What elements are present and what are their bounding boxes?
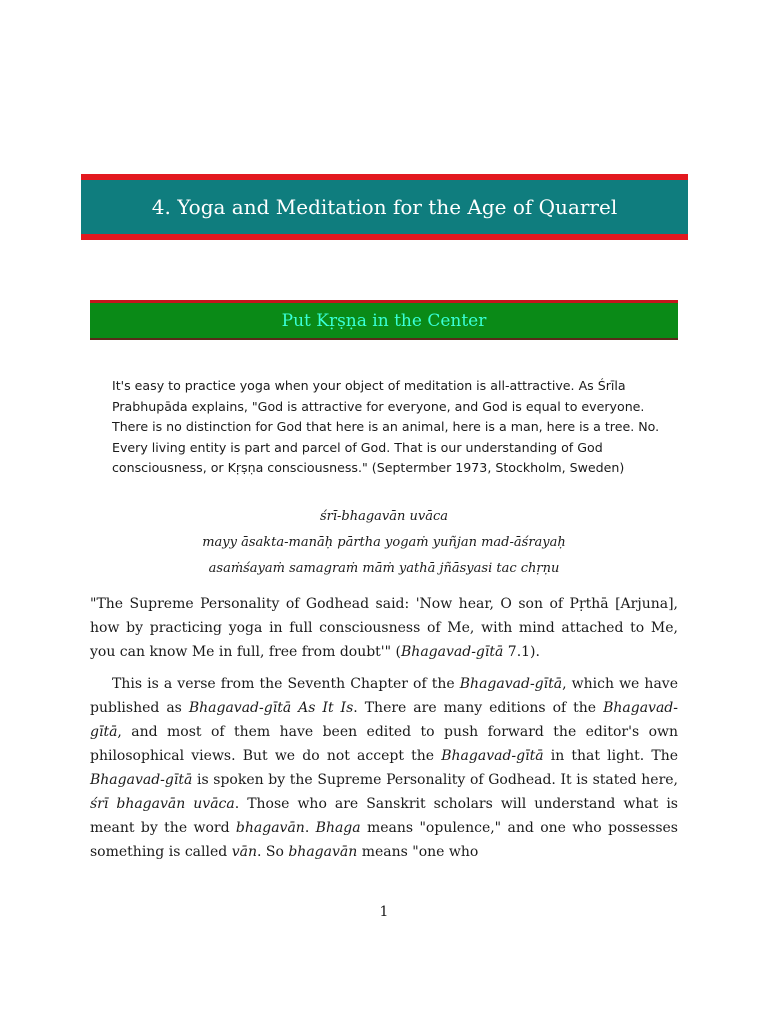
text-run: This is a verse from the Seventh Chapter of the	[112, 676, 460, 692]
text-run: , which we have published as	[90, 676, 678, 716]
body-text	[90, 592, 678, 872]
text-run: in that light. The	[543, 748, 678, 764]
intro-quote: It's easy to practice yoga when your object of meditation is all-attractive. As Śrīla Prabhupāda explains, "God is attractive for everyone, and God is equal to everyone. There is no distinction for God that here is an animal, here is a man, here is a tree. No. Every living entity is part and parcel of God. That is our understanding of God consciousness, or Kṛṣṇa consciousness." (Septermber 1973, Stockholm, Sweden)	[112, 378, 660, 475]
chapter-banner	[81, 174, 688, 240]
text-run: .	[304, 820, 316, 836]
section-banner	[90, 300, 678, 340]
translation-ref-title: Bhagavad-gītā	[401, 644, 504, 660]
italic-run: Bhagavad-gītā	[90, 700, 678, 740]
verse-line-1: śrī-bhagavān uvāca	[319, 509, 449, 524]
italic-run: bhagavān	[288, 844, 358, 860]
section-title: Put Kṛṣṇa in the Center	[281, 310, 487, 331]
purport-paragraph	[90, 672, 678, 864]
italic-run: vān	[231, 844, 257, 860]
sanskrit-verse	[90, 504, 678, 582]
translation-ref-tail: 7.1).	[503, 644, 540, 660]
italic-run: Bhagavad-gītā	[90, 772, 193, 788]
chapter-title: 4. Yoga and Meditation for the Age of Quarrel	[151, 195, 618, 219]
text-run: means "opulence," and one who possesses something is called	[90, 820, 678, 860]
verse-line-2: mayy āsakta-manāḥ pārtha yogaṁ yuñjan mad-āśrayaḥ	[202, 535, 566, 550]
translation-paragraph	[90, 592, 678, 664]
italic-run: Bhagavad-gītā	[459, 676, 563, 692]
page-number: 1	[379, 904, 389, 920]
italic-run: śrī bhagavān uvāca	[90, 796, 235, 812]
verse-line-3: asaṁśayaṁ samagraṁ māṁ yathā jñāsyasi tac chṛṇu	[208, 561, 560, 576]
italic-run: Bhaga	[315, 820, 361, 836]
text-run: is spoken by the Supreme Personality of Godhead. It is stated here,	[192, 772, 678, 788]
italic-run: Bhagavad-gītā As It Is	[188, 700, 354, 716]
text-run: means "one who	[357, 844, 479, 860]
text-run: , and most of them have been edited to push forward the editor's own philosophical views. But we do not accept the	[90, 724, 678, 764]
italic-run: Bhagavad-gītā	[441, 748, 544, 764]
italic-run: bhagavān	[235, 820, 305, 836]
text-run: . Those who are Sanskrit scholars will understand what is meant by the word	[90, 796, 678, 836]
translation-text: "The Supreme Personality of Godhead said: 'Now hear, O son of Pṛthā [Arjuna], how by practicing yoga in full consciousness of Me, with mind attached to Me, you can know Me in full, free from doubt'" (	[90, 596, 678, 660]
text-run: . There are many editions of the	[353, 700, 604, 716]
text-run: . So	[256, 844, 289, 860]
